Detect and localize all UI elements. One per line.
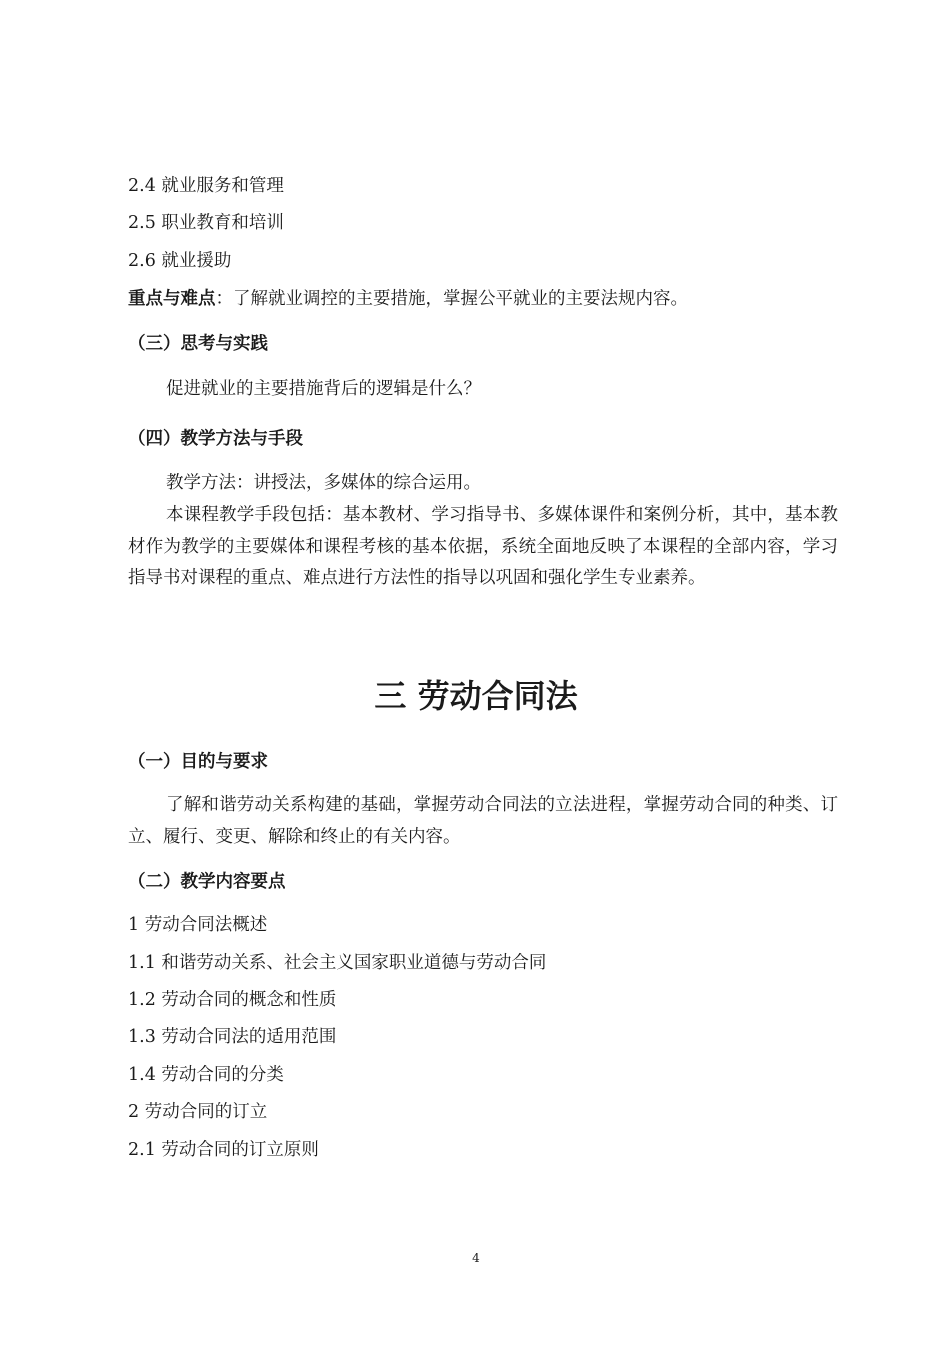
key-points-label: 重点与难点: [128, 289, 216, 309]
outline-item: 1.3 劳动合同法的适用范围: [128, 1027, 337, 1047]
outline-item-2-6: 2.6 就业援助: [128, 251, 232, 271]
key-points-colon: ：: [215, 289, 233, 309]
outline-item: 2 劳动合同的订立: [128, 1102, 268, 1122]
section-goal-heading: （一）目的与要求: [128, 752, 268, 772]
chapter-title: 三 劳动合同法: [374, 677, 578, 715]
section-methods-text: 教学方法：讲授法，多媒体的综合运用。: [166, 473, 481, 493]
section-methods-paragraph: 本课程教学手段包括：基本教材、学习指导书、多媒体课件和案例分析，其中，基本教材作为教学的主要媒体和课程考核的基本依据，系统全面地反映了本课程的全部内容，学习指导书对课程的重点、难点进行方法性的指导以巩固和强化学生专业素养。: [128, 505, 838, 588]
outline-item: 1.1 和谐劳动关系、社会主义国家职业道德与劳动合同: [128, 953, 547, 973]
outline-item-2-4: 2.4 就业服务和管理: [128, 176, 284, 196]
section-content-heading: （二）教学内容要点: [128, 872, 286, 892]
outline-item: 1 劳动合同法概述: [128, 915, 268, 935]
section-think-text: 促进就业的主要措施背后的逻辑是什么？: [166, 379, 481, 399]
section-goal-paragraph: 了解和谐劳动关系构建的基础，掌握劳动合同法的立法进程，掌握劳动合同的种类、订立、履行、变更、解除和终止的有关内容。: [128, 795, 838, 847]
section-think-heading: （三）思考与实践: [128, 334, 268, 354]
outline-item-2-5: 2.5 职业教育和培训: [128, 213, 284, 233]
key-points-text: 了解就业调控的主要措施，掌握公平就业的主要法规内容。: [233, 289, 688, 309]
key-points-line: [128, 288, 688, 310]
outline-item: 1.2 劳动合同的概念和性质: [128, 990, 337, 1010]
page-number: 4: [472, 1251, 480, 1265]
section-methods-heading: （四）教学方法与手段: [128, 429, 303, 449]
outline-item: 2.1 劳动合同的订立原则: [128, 1140, 319, 1160]
outline-item: 1.4 劳动合同的分类: [128, 1065, 284, 1085]
